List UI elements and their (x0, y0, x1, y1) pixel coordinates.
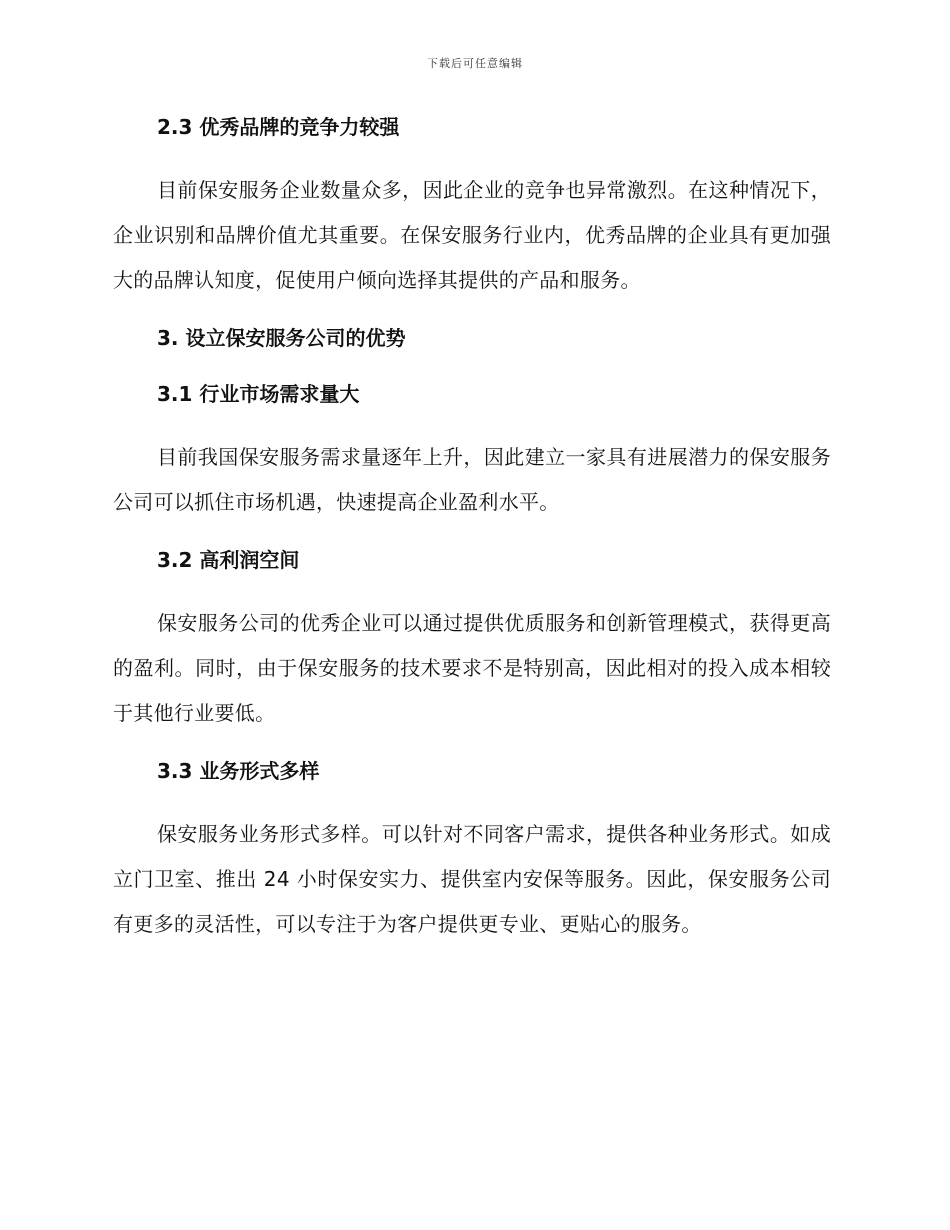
section-paragraph-2-3: 目前保安服务企业数量众多，因此企业的竞争也异常激烈。在这种情况下，企业识别和品牌价值尤其重要。在保安服务行业内，优秀品牌的企业具有更加强大的品牌认知度，促使用户倾向选择其提供的产品和服务。 (113, 178, 831, 292)
section-paragraph-3-2: 保安服务公司的优秀企业可以通过提供优质服务和创新管理模式，获得更高的盈利。同时，由于保安服务的技术要求不是特别高，因此相对的投入成本相较于其他行业要低。 (113, 611, 831, 725)
document-body (113, 112, 831, 967)
section-heading-3-2: 3.2 高利润空间 (157, 548, 300, 572)
header-note: 下载后可任意编辑 (427, 57, 523, 70)
section-paragraph-3-3: 保安服务业务形式多样。可以针对不同客户需求，提供各种业务形式。如成立门卫室、推出 24 小时保安实力、提供室内安保等服务。因此，保安服务公司有更多的灵活性，可以专注于为客户提供更专业、更贴心的服务。 (113, 822, 831, 936)
section-heading-3-1: 3.1 行业市场需求量大 (157, 382, 360, 406)
section-paragraph-3-1: 目前我国保安服务需求量逐年上升，因此建立一家具有进展潜力的保安服务公司可以抓住市场机遇，快速提高企业盈利水平。 (113, 445, 831, 514)
section-heading-3-3: 3.3 业务形式多样 (157, 759, 320, 783)
section-heading-2-3: 2.3 优秀品牌的竞争力较强 (157, 115, 400, 139)
section-heading-3: 3. 设立保安服务公司的优势 (157, 326, 406, 350)
